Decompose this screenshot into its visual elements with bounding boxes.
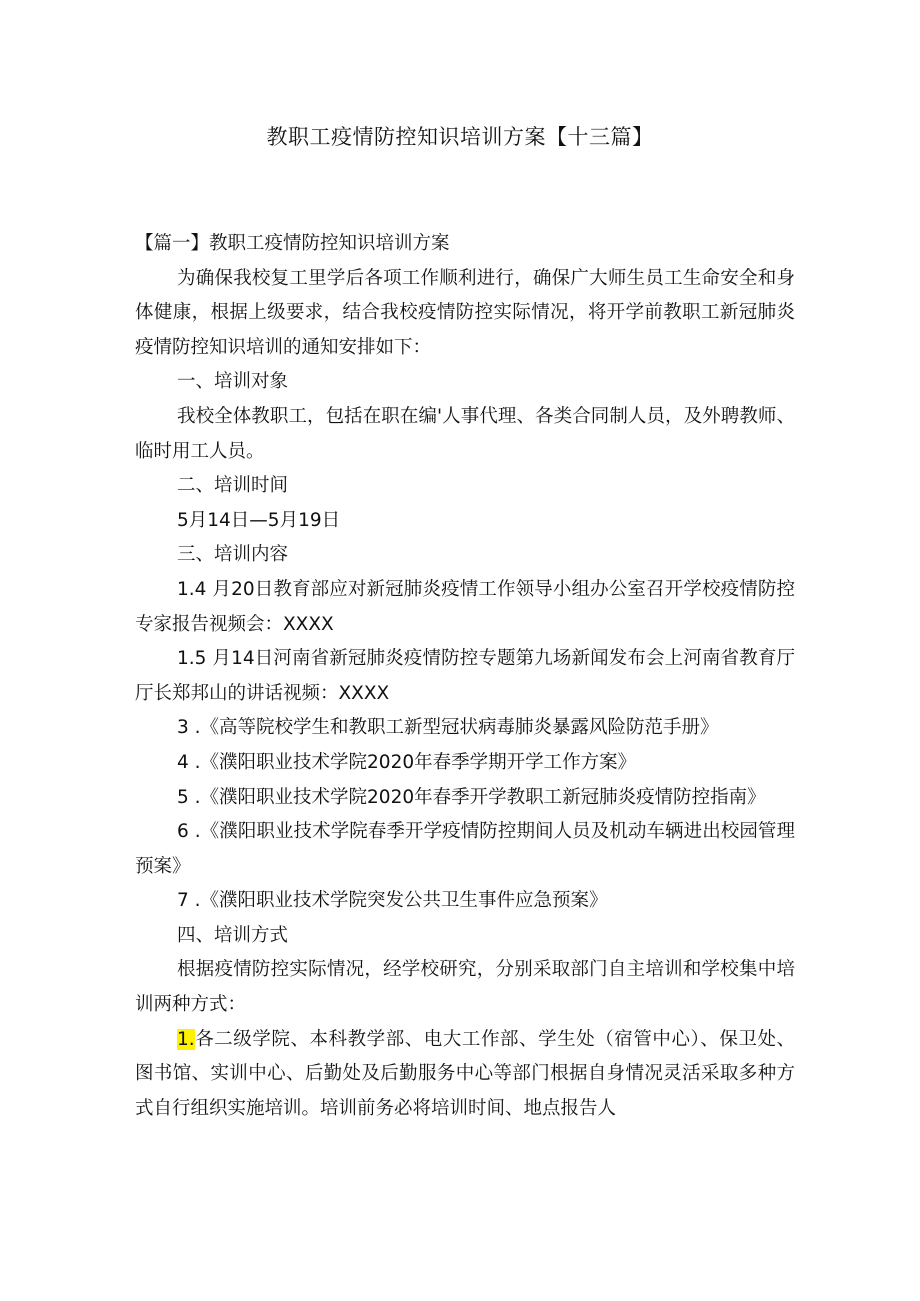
list-item: 1.5 月14日河南省新冠肺炎疫情防控专题第九场新闻发布会上河南省教育厅厅长郑邦山的讲话视频：XXXX [135,648,795,704]
paragraph-training-time: 5月14日—5月19日 [177,509,341,531]
heading-training-time: 二、培训时间 [177,475,289,497]
list-item: 4 .《濮阳职业技术学院2020年春季学期开学工作方案》 [177,751,637,773]
heading-training-target: 一、培训对象 [177,371,289,393]
list-item: 7 .《濮阳职业技术学院突发公共卫生事件应急预案》 [177,890,608,912]
paragraph-training-method: 根据疫情防控实际情况，经学校研究，分别采取部门自主培训和学校集中培训两种方式： [135,959,795,1016]
heading-training-content: 三、培训内容 [177,544,289,566]
paragraph-intro: 为确保我校复工里学后各项工作顺利进行，确保广大师生员工生命安全和身体健康，根据上级要求，结合我校疫情防控实际情况，将开学前教职工新冠肺炎疫情防控知识培训的通知安排如下： [135,267,795,358]
paragraph-department-training-text: 各二级学院、本科教学部、电大工作部、学生处（宿管中心）、保卫处、图书馆、实训中心、后勤处及后勤服务中心等部门根据自身情况灵活采取多种方式自行组织实施培训。培训前务必将培训时间、地点报告人 [135,1028,795,1119]
list-item: 3 .《高等院校学生和教职工新型冠状病毒肺炎暴露风险防范手册》 [177,717,719,739]
paragraph-department-training [135,1023,795,1127]
heading-training-method: 四、培训方式 [177,924,289,946]
document-body [135,227,795,1126]
document-title: 教职工疫情防控知识培训方案【十三篇】 [266,125,654,149]
list-item: 5 .《濮阳职业技术学院2020年春季开学教职工新冠肺炎疫情防控指南》 [177,786,766,808]
highlighted-list-marker: 1. [177,1028,195,1050]
paragraph-training-target: 我校全体教职工，包括在职在编'人事代理、各类合同制人员，及外聘教师、临时用工人员。 [135,405,795,462]
list-item: 6 .《濮阳职业技术学院春季开学疫情防控期间人员及机动车辆进出校园管理预案》 [135,821,795,877]
list-item: 1.4 月20日教育部应对新冠肺炎疫情工作领导小组办公室召开学校疫情防控专家报告视频会：XXXX [135,578,795,635]
section-heading: 【篇一】教职工疫情防控知识培训方案 [135,233,450,254]
